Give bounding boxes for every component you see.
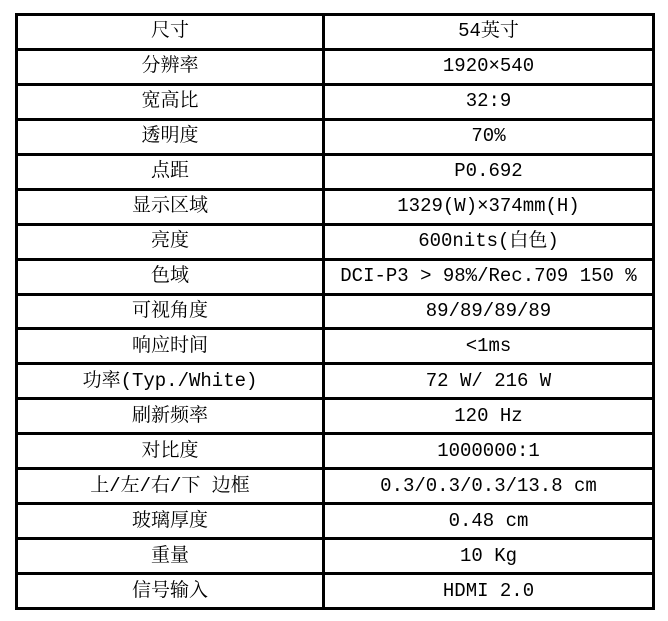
table-row [17, 259, 654, 294]
table-row [17, 574, 654, 609]
table-row [17, 364, 654, 399]
spec-value: 1329(W)×374mm(H) [324, 189, 654, 224]
spec-label: 尺寸 [17, 15, 324, 50]
table-row [17, 119, 654, 154]
spec-value: 89/89/89/89 [324, 294, 654, 329]
table-row [17, 189, 654, 224]
spec-value: 120 Hz [324, 399, 654, 434]
spec-value: 54英寸 [324, 15, 654, 50]
spec-label: 色域 [17, 259, 324, 294]
table-row [17, 224, 654, 259]
table-row [17, 294, 654, 329]
spec-value: 0.48 cm [324, 504, 654, 539]
spec-label: 可视角度 [17, 294, 324, 329]
table-row [17, 154, 654, 189]
table-row [17, 329, 654, 364]
spec-table [15, 13, 655, 610]
table-row [17, 15, 654, 50]
spec-label: 玻璃厚度 [17, 504, 324, 539]
spec-label: 功率(Typ./White) [17, 364, 324, 399]
spec-label: 刷新频率 [17, 399, 324, 434]
spec-value: 70% [324, 119, 654, 154]
spec-value: <1ms [324, 329, 654, 364]
spec-label: 响应时间 [17, 329, 324, 364]
spec-value: P0.692 [324, 154, 654, 189]
spec-value: 600nits(白色) [324, 224, 654, 259]
spec-value: DCI-P3 > 98%/Rec.709 150 % [324, 259, 654, 294]
spec-value: HDMI 2.0 [324, 574, 654, 609]
spec-label: 点距 [17, 154, 324, 189]
spec-label: 上/左/右/下 边框 [17, 469, 324, 504]
table-row [17, 434, 654, 469]
table-row [17, 399, 654, 434]
spec-label: 透明度 [17, 119, 324, 154]
spec-label: 亮度 [17, 224, 324, 259]
spec-label: 显示区域 [17, 189, 324, 224]
spec-value: 32:9 [324, 84, 654, 119]
spec-value: 1920×540 [324, 49, 654, 84]
spec-value: 10 Kg [324, 539, 654, 574]
table-row [17, 504, 654, 539]
table-row [17, 49, 654, 84]
spec-value: 0.3/0.3/0.3/13.8 cm [324, 469, 654, 504]
spec-label: 重量 [17, 539, 324, 574]
spec-value: 1000000:1 [324, 434, 654, 469]
spec-label: 分辨率 [17, 49, 324, 84]
spec-label: 对比度 [17, 434, 324, 469]
spec-label: 信号输入 [17, 574, 324, 609]
spec-value: 72 W/ 216 W [324, 364, 654, 399]
spec-table-body [17, 15, 654, 609]
table-row [17, 84, 654, 119]
spec-label: 宽高比 [17, 84, 324, 119]
table-row [17, 469, 654, 504]
table-row [17, 539, 654, 574]
